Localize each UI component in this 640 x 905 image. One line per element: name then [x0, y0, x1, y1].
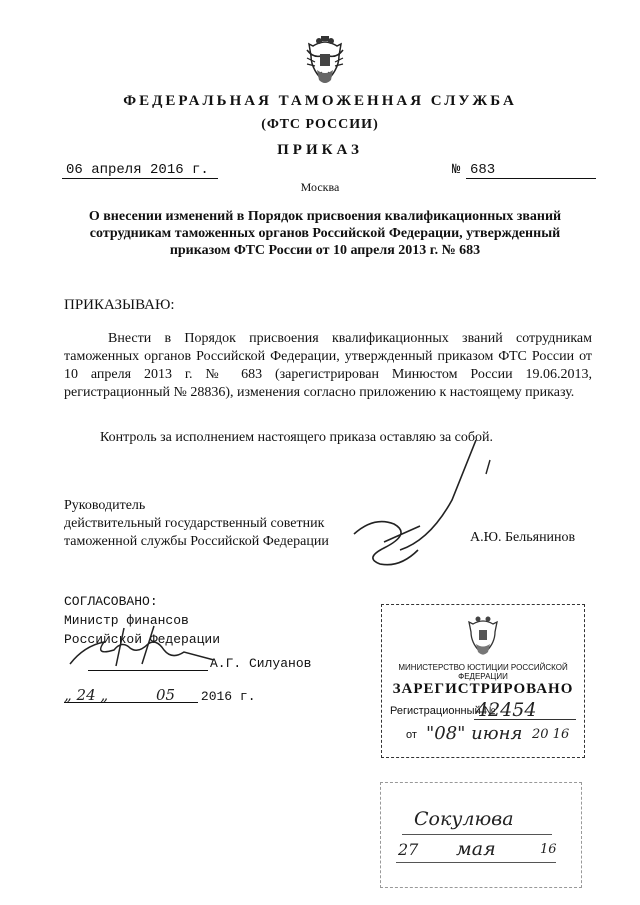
secondary-stamp-line-1 — [402, 834, 552, 835]
secondary-stamp — [380, 782, 582, 888]
secondary-stamp-year: 16 — [540, 842, 557, 857]
organization-name: ФЕДЕРАЛЬНАЯ ТАМОЖЕННАЯ СЛУЖБА — [123, 93, 517, 109]
stamp-reg-label: Регистрационный № — [390, 705, 496, 717]
coat-of-arms-icon — [303, 36, 347, 88]
signatory-title-3: таможенной службы Российской Федерации — [64, 534, 329, 549]
paragraph-1: Внести в Порядок присвоения квалификационных званий сотрудникам таможенных органов Российской Федерации, утвержденный приказом ФТС России от 10 апреля 2013 г. № 683 (зарегистрирован Минюстом России 19.06.2013, регистрационный № 28836), изменения согласно приложению к настоящему приказу. — [64, 331, 592, 400]
stamp-registered: ЗАРЕГИСТРИРОВАНО — [392, 681, 574, 697]
document-title: О внесении изменений в Порядок присвоения квалификационных званий сотрудникам таможенных органов Российской Федерации, утвержденный приказом ФТС России от 10 апреля 2013 г. № 683 — [88, 209, 562, 258]
stamp-reg-underline — [474, 719, 576, 720]
signatory-title-1: Руководитель — [64, 498, 146, 513]
agreement-day: „ 24 „ — [64, 686, 109, 704]
order-number: 683 — [470, 162, 496, 178]
agreed-name: А.Г. Силуанов — [210, 656, 312, 671]
stamp-date-label: от — [406, 729, 417, 741]
registration-stamp — [381, 604, 585, 758]
agreed-label: СОГЛАСОВАНО: — [64, 594, 158, 609]
signatory-name: А.Ю. Бельянинов — [470, 530, 576, 545]
stamp-ministry: МИНИСТЕРСТВО ЮСТИЦИИ РОССИЙСКОЙ ФЕДЕРАЦИИ — [398, 663, 568, 681]
stamp-date: "08" июня — [426, 723, 523, 744]
number-underline — [466, 178, 596, 179]
signatory-block — [64, 497, 329, 551]
secondary-stamp-name: Сокулюва — [414, 808, 514, 830]
organization-short-name: (ФТС РОССИИ) — [261, 117, 379, 132]
agreement-month: 05 — [155, 686, 176, 704]
stamp-emblem-icon — [464, 615, 502, 659]
agreement-year: 2016 г. — [200, 689, 256, 704]
date-underline — [62, 178, 218, 179]
secondary-stamp-line-2 — [396, 862, 556, 863]
document-type: ПРИКАЗ — [277, 142, 363, 158]
secondary-stamp-month: мая — [456, 838, 496, 860]
signatory-title-2: действительный государственный советник — [64, 516, 325, 531]
order-word: ПРИКАЗЫВАЮ: — [64, 297, 175, 313]
agreed-title-2: Российской Федерации — [64, 632, 221, 647]
number-label: № — [452, 162, 461, 178]
agreed-title-1: Министр финансов — [64, 613, 189, 628]
stamp-reg-number: 42454 — [476, 699, 537, 721]
stamp-year: 20 16 — [532, 727, 570, 742]
order-date: 06 апреля 2016 г. — [66, 162, 209, 178]
head-signature-icon — [340, 430, 520, 580]
secondary-stamp-day: 27 — [398, 840, 419, 859]
city: Москва — [300, 180, 340, 194]
minister-signature-icon — [64, 616, 224, 676]
paragraph-2: Контроль за исполнением настоящего приказа оставляю за собой. — [100, 430, 494, 445]
agreement-date-underline — [64, 702, 198, 703]
